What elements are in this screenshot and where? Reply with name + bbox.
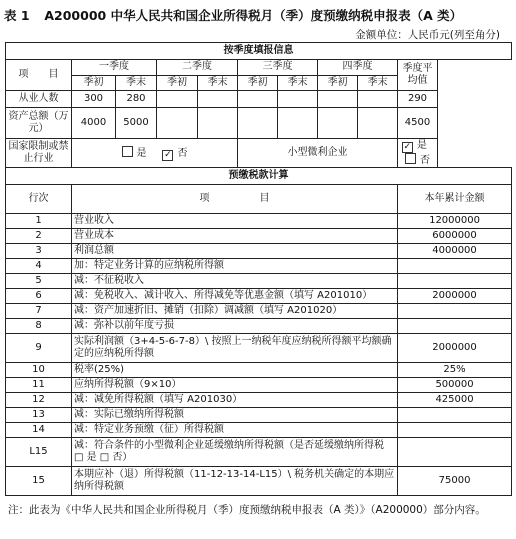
table-row [6, 378, 512, 393]
form-title [4, 6, 512, 24]
tax-amount [398, 423, 512, 438]
tax-item: 实际利润额（3+4-5-6-7-8）\ 按照上一纳税年度应纳税所得额平均额确定的应纳税所得额 [72, 334, 398, 363]
quarter-3-header: 三季度 [238, 60, 318, 76]
tax-item: 本期应补（退）所得税额（11-12-13-14-L15）\ 税务机关确定的本期应纳所得税额 [72, 467, 398, 496]
tax-item: 应纳所得税额（9×10） [72, 378, 398, 393]
line-number: 15 [6, 467, 72, 496]
line-number: 7 [6, 304, 72, 319]
q3-start-header: 季初 [238, 75, 278, 91]
tax-rows [6, 214, 512, 496]
line-number: 11 [6, 378, 72, 393]
table-row [6, 334, 512, 363]
line-number: 13 [6, 408, 72, 423]
tax-amount: 75000 [398, 467, 512, 496]
line-number: L15 [6, 438, 72, 467]
tax-item: 减：免税收入、减计收入、所得减免等优惠金额（填写 A201010） [72, 289, 398, 304]
line-number: 12 [6, 393, 72, 408]
table-row [6, 274, 512, 289]
table-row [6, 408, 512, 423]
checkbox-unchecked-icon[interactable] [405, 153, 416, 164]
assets-q1-start: 4000 [72, 108, 116, 139]
tax-amount: 12000000 [398, 214, 512, 229]
line-number: 10 [6, 363, 72, 378]
table-row [6, 423, 512, 438]
line-number: 3 [6, 244, 72, 259]
table-row [6, 214, 512, 229]
quarter-4-header: 四季度 [318, 60, 398, 76]
tax-item: 减：符合条件的小型微利企业延缓缴纳所得税额（是否延缓缴纳所得税 □ 是 □ 否） [72, 438, 398, 467]
tax-amount: 4000000 [398, 244, 512, 259]
quarter-average-header: 季度平均值 [398, 60, 438, 91]
q1-end-header: 季末 [116, 75, 157, 91]
restricted-industry-options [72, 139, 238, 168]
tax-item: 减：减免所得税额（填写 A201030） [72, 393, 398, 408]
annual-amount-header: 本年累计金额 [398, 185, 512, 214]
q1-start-header: 季初 [72, 75, 116, 91]
line-number: 1 [6, 214, 72, 229]
line-number: 8 [6, 319, 72, 334]
amount-unit: 金额单位：人民币元(列至角分) [355, 29, 500, 41]
table-row [6, 244, 512, 259]
tax-amount: 425000 [398, 393, 512, 408]
tax-section-title: 预缴税款计算 [6, 168, 512, 185]
employees-q1-end: 280 [116, 91, 157, 108]
q2-start-header: 季初 [157, 75, 198, 91]
table-row [6, 438, 512, 467]
tax-amount [398, 274, 512, 289]
tax-amount: 25% [398, 363, 512, 378]
tax-item: 利润总额 [72, 244, 398, 259]
tax-amount [398, 408, 512, 423]
tax-amount [398, 304, 512, 319]
employees-average: 290 [398, 91, 438, 108]
table-row [6, 289, 512, 304]
table-number: 表 1 [4, 8, 30, 23]
q3-end-header: 季末 [278, 75, 318, 91]
line-number: 2 [6, 229, 72, 244]
tax-amount: 2000000 [398, 289, 512, 304]
quarterly-section-title: 按季度填报信息 [6, 43, 512, 60]
tax-item: 减：特定业务预缴（征）所得税额 [72, 423, 398, 438]
tax-item-header: 项 目 [72, 185, 398, 214]
employees-label: 从业人数 [6, 91, 72, 108]
table-row [6, 319, 512, 334]
tax-amount: 2000000 [398, 334, 512, 363]
quarter-1-header: 一季度 [72, 60, 157, 76]
form-title-text: A200000 中华人民共和国企业所得税月（季）度预缴纳税申报表（A 类） [44, 8, 463, 23]
quarter-2-header: 二季度 [157, 60, 238, 76]
assets-q1-end: 5000 [116, 108, 157, 139]
tax-item: 营业成本 [72, 229, 398, 244]
tax-amount [398, 319, 512, 334]
assets-label: 资产总额（万元） [6, 108, 72, 139]
table-row [6, 363, 512, 378]
line-number: 4 [6, 259, 72, 274]
small-micro-no-label: 否 [420, 154, 430, 166]
employees-q1-start: 300 [72, 91, 116, 108]
tax-amount: 6000000 [398, 229, 512, 244]
footnote: 注：此表为《中华人民共和国企业所得税月（季）度预缴纳税申报表（A 类）》（A200000）部分内容。 [8, 504, 486, 516]
checkbox-unchecked-icon[interactable] [122, 146, 133, 157]
tax-amount [398, 259, 512, 274]
line-number-header: 行次 [6, 185, 72, 214]
table-row [6, 229, 512, 244]
tax-item: 减：实际已缴纳所得税额 [72, 408, 398, 423]
line-number: 14 [6, 423, 72, 438]
restricted-no-label: 否 [177, 147, 188, 159]
table-row [6, 393, 512, 408]
tax-item: 加：特定业务计算的应纳税所得额 [72, 259, 398, 274]
q2-end-header: 季末 [198, 75, 238, 91]
table-row [6, 304, 512, 319]
checkbox-checked-icon[interactable]: ✓ [164, 149, 172, 160]
tax-amount: 500000 [398, 378, 512, 393]
tax-item: 减：资产加速折旧、摊销（扣除）调减额（填写 A201020） [72, 304, 398, 319]
tax-item: 税率(25%) [72, 363, 398, 378]
tax-form-table [5, 42, 512, 496]
tax-item: 减：弥补以前年度亏损 [72, 319, 398, 334]
q4-start-header: 季初 [318, 75, 358, 91]
line-number: 9 [6, 334, 72, 363]
item-header: 项 目 [6, 60, 72, 91]
small-micro-yes-label: 是 [416, 139, 427, 151]
table-row [6, 467, 512, 496]
tax-item: 营业收入 [72, 214, 398, 229]
tax-item: 减：不征税收入 [72, 274, 398, 289]
line-number: 5 [6, 274, 72, 289]
restricted-yes-label: 是 [136, 147, 147, 159]
small-micro-label: 小型微利企业 [238, 139, 398, 168]
table-row [6, 259, 512, 274]
checkbox-checked-icon[interactable]: ✓ [403, 141, 412, 152]
small-micro-options [398, 139, 438, 168]
q4-end-header: 季末 [358, 75, 398, 91]
tax-amount [398, 438, 512, 467]
restricted-industry-label: 国家限制或禁止行业 [6, 139, 72, 168]
line-number: 6 [6, 289, 72, 304]
assets-average: 4500 [398, 108, 438, 139]
